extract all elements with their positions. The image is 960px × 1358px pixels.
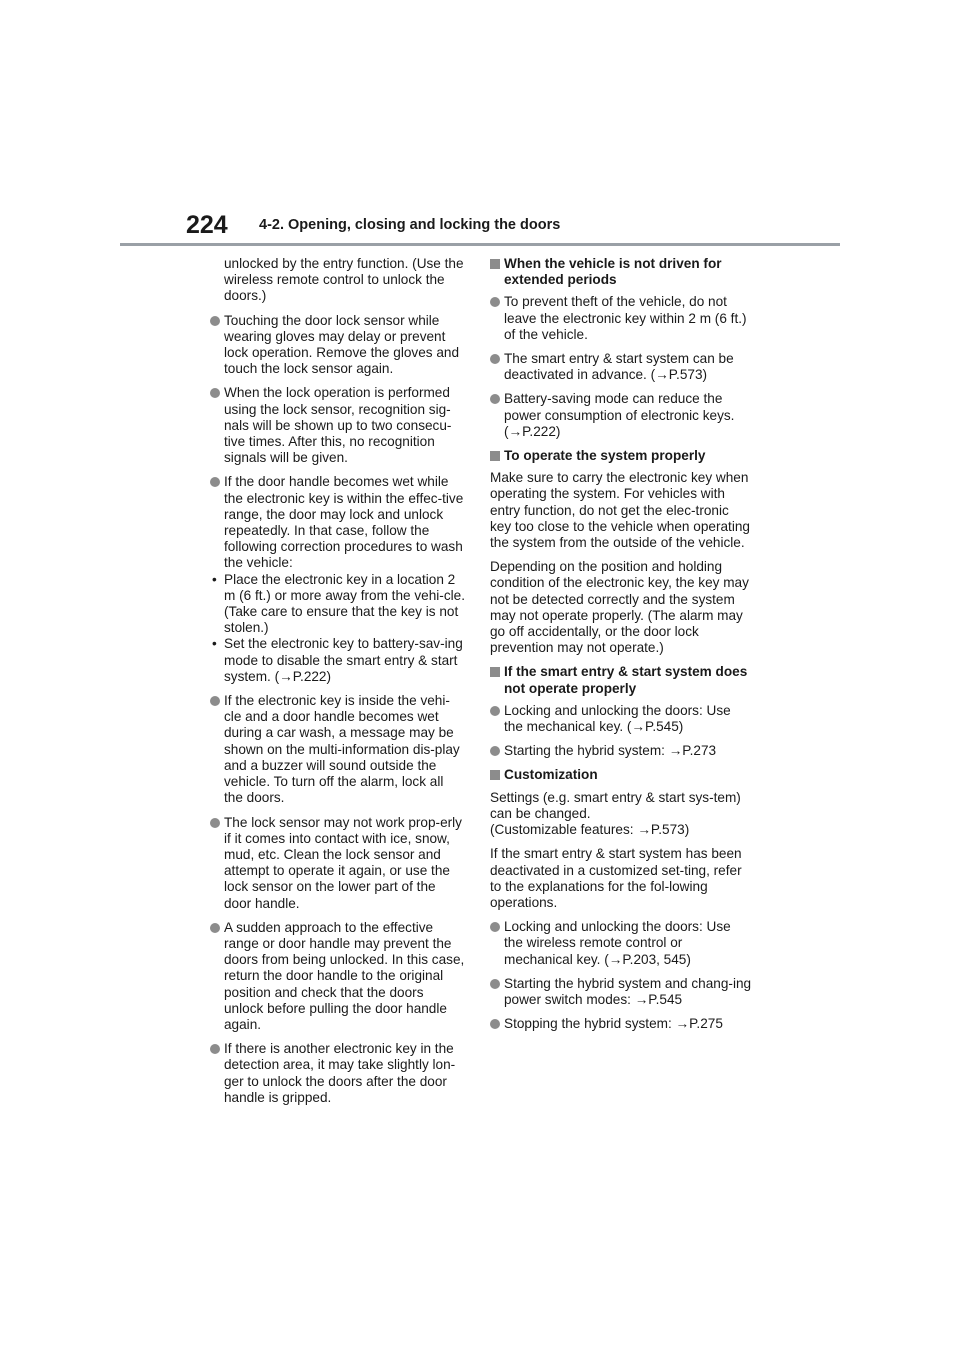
heading-square-icon	[490, 451, 500, 461]
continuation-text: unlocked by the entry function. (Use the wireless remote control to unlock the doors.)	[224, 256, 464, 304]
list-item	[490, 919, 752, 968]
body-paragraph: Make sure to carry the electronic key when operating the system. For vehicles with entry function, do not get the elec-tronic key too close to the vehicle when operating the system from the outside of the vehicle.	[490, 470, 750, 551]
heading-text: If the smart entry & start system does not operate properly	[504, 664, 748, 696]
bullet-dot-icon	[490, 394, 500, 404]
list-item	[490, 743, 752, 759]
bullet-text: To prevent theft of the vehicle, do not leave the electronic key within 2 m (6 ft.) of the vehicle.	[504, 294, 747, 342]
list-item	[210, 474, 466, 685]
left-column	[210, 256, 466, 1114]
bullet-dot-icon	[210, 477, 220, 487]
sub-list-item	[210, 636, 466, 685]
bullet-text: If there is another electronic key in the detection area, it may take slightly lon-ger to unlock the doors after the door handle is gripped.	[224, 1041, 456, 1105]
bullet-dot-icon	[210, 316, 220, 326]
heading-text: When the vehicle is not driven for extended periods	[504, 256, 722, 288]
bullet-text: Locking and unlocking the doors: Use the wireless remote control or mechanical key. (→P.203, 545)	[504, 919, 731, 967]
page-header	[0, 0, 960, 250]
bullet-dot-icon	[210, 923, 220, 933]
heading-square-icon	[490, 770, 500, 780]
list-item	[490, 351, 752, 383]
list-item	[210, 815, 466, 912]
bullet-text: Starting the hybrid system: →P.273	[504, 743, 717, 759]
heading-text: To operate the system properly	[504, 448, 706, 464]
bullet-text: Battery-saving mode can reduce the power consumption of electronic keys. (→P.222)	[504, 391, 735, 439]
list-item	[490, 1016, 752, 1032]
list-item	[210, 693, 466, 806]
sub-item-text: Place the electronic key in a location 2 m (6 ft.) or more away from the vehi-cle. (Take care to ensure that the key is not stolen.)	[224, 571, 465, 636]
section-heading	[490, 664, 752, 696]
bullet-text: If the electronic key is inside the vehi-cle and a door handle becomes wet during a car wash, a message may be shown on the multi-information dis-play and a buzzer will sound outside the vehicle. To turn off the alarm, lock all the doors.	[224, 693, 460, 806]
list-item	[490, 391, 752, 440]
list-item	[210, 385, 466, 466]
body-paragraph: Settings (e.g. smart entry & start sys-tem) can be changed.	[490, 789, 741, 821]
wash-steps-list	[212, 571, 466, 685]
right-column	[490, 256, 752, 1040]
section-heading	[490, 767, 752, 783]
sub-bullet-icon: •	[212, 571, 217, 587]
bullet-dot-icon	[490, 979, 500, 989]
list-item	[210, 313, 466, 378]
list-item	[210, 1041, 466, 1106]
bullet-text: Touching the door lock sensor while wearing gloves may delay or prevent lock operation. Remove the gloves and touch the lock sensor again.	[224, 312, 460, 377]
bullet-dot-icon	[210, 388, 220, 398]
heading-text: Customization	[504, 767, 598, 783]
bullet-dot-icon	[490, 1019, 500, 1029]
bullet-dot-icon	[490, 922, 500, 932]
section-title: 4-2. Opening, closing and locking the doors	[259, 217, 561, 233]
list-item	[490, 294, 752, 343]
bullet-text: The smart entry & start system can be deactivated in advance. (→P.573)	[504, 351, 734, 383]
body-paragraph: If the smart entry & start system has been deactivated in a customized set-ting, refer to the explanations for the fol-lowing operations.	[490, 846, 742, 910]
bullet-text: Stopping the hybrid system: →P.275	[504, 1016, 723, 1032]
bullet-text: If the door handle becomes wet while the electronic key is within the effec-tive range, the door may lock and unlock repeatedly. In that case, follow the following correction procedures to wash the vehicle:	[224, 474, 464, 571]
header-rule	[120, 243, 840, 246]
bullet-text: A sudden approach to the effective range or door handle may prevent the doors from being unlocked. In this case, return the door handle to the original position and check that the doors unlock before pulling the door handle again.	[224, 919, 465, 1032]
sub-list-item	[210, 572, 466, 637]
sub-item-text: Set the electronic key to battery-sav-ing mode to disable the smart entry & start system. (→P.222)	[224, 636, 463, 684]
bullet-dot-icon	[490, 354, 500, 364]
bullet-text: When the lock operation is performed using the lock sensor, recognition sig-nals will be shown up to two consecu-tive times. After this, no recognition signals will be given.	[224, 385, 452, 466]
bullet-text: Starting the hybrid system and chang-ing power switch modes: →P.545	[504, 975, 752, 1007]
bullet-text: Locking and unlocking the doors: Use the mechanical key. (→P.545)	[504, 702, 731, 735]
bullet-dot-icon	[210, 1044, 220, 1054]
section-heading	[490, 448, 752, 464]
body-paragraph: (Customizable features: →P.573)	[490, 822, 690, 838]
list-item	[490, 703, 752, 735]
bullet-dot-icon	[210, 696, 220, 706]
sub-bullet-icon: •	[212, 636, 217, 652]
list-item	[210, 920, 466, 1033]
bullet-dot-icon	[210, 818, 220, 828]
heading-square-icon	[490, 259, 500, 269]
bullet-dot-icon	[490, 297, 500, 307]
bullet-dot-icon	[490, 746, 500, 756]
heading-square-icon	[490, 667, 500, 677]
section-heading	[490, 256, 752, 288]
body-paragraph: Depending on the position and holding condition of the electronic key, the key may not be detected correctly and the system may not operate properly. (The alarm may go off accidentally, or the door lock prevention may not operate.)	[490, 559, 749, 656]
bullet-dot-icon	[490, 706, 500, 716]
list-item	[490, 976, 752, 1008]
page-number: 224	[186, 211, 228, 239]
bullet-text: The lock sensor may not work prop-erly if it comes into contact with ice, snow, mud, etc. Clean the lock sensor and attempt to operate it again, or use the lock sensor on the lower part of the door handle.	[224, 814, 462, 911]
